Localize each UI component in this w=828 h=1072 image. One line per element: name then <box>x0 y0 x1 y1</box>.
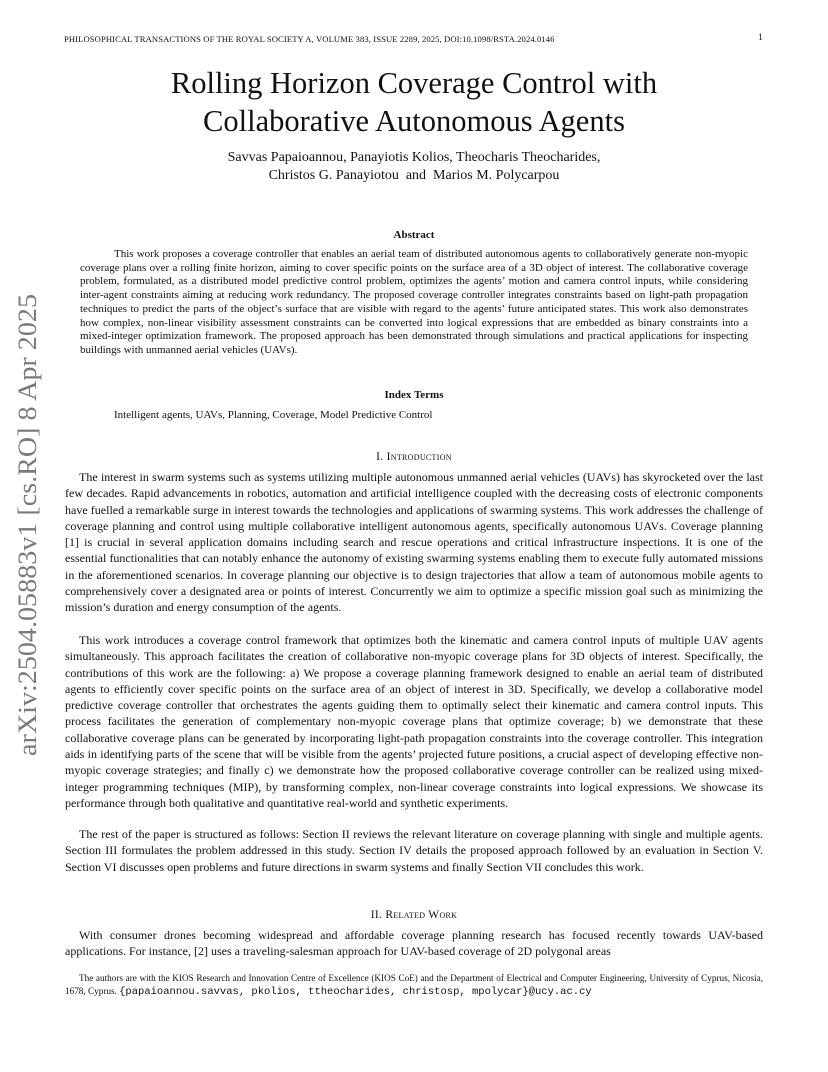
arxiv-stamp-text: arXiv:2504.05883v1 [cs.RO] 8 Apr 2025 <box>13 328 42 756</box>
running-head: PHILOSOPHICAL TRANSACTIONS OF THE ROYAL SOCIETY A, VOLUME 383, ISSUE 2289, 2025, DOI:10.1098/RSTA.2024.0146 <box>64 34 555 44</box>
body-paragraph: With consumer drones becoming widespread and affordable coverage planning research has focused recently towards UAV-based applications. For instance, [2] uses a traveling-salesman approach for UAV-based coverage of 2D polygonal areas <box>65 928 763 959</box>
abstract-text: This work proposes a coverage controller that enables an aerial team of distributed autonomous agents to collaboratively generate non-myopic coverage plans over a rolling finite horizon, aiming to cover specific points on the surface area of a 3D object of interest. The collaborative coverage problem, formulated, as a distributed model predictive control problem, optimizes the agents’ motion and camera control inputs, while considering inter-agent constraints aiming at reducing work redundancy. The proposed coverage controller integrates constraints based on light-path propagation techniques to predict the parts of the object’s surface that are visible with regard to the agents’ future anticipated states. This work also demonstrates how complex, non-linear visibility assessment constraints can be converted into logical expressions that are embedded as binary constraints into a mixed-integer optimization framework. The proposed approach has been demonstrated through simulations and practical applications for inspecting buildings with unmanned aerial vehicles (UAVs). <box>80 248 748 356</box>
authors-line-2: Christos G. Panayiotou and Marios M. Polycarpou <box>268 168 560 183</box>
section-heading-related-work <box>0 909 828 921</box>
arxiv-stamp <box>2 290 46 760</box>
body-paragraph: This work introduces a coverage control framework that optimizes both the kinematic and camera control inputs of multiple UAV agents simultaneously. This approach facilitates the creation of collaborative non-myopic coverage plans for 3D objects of interest. Specifically, the contributions of this work are the following: a) We propose a coverage planning framework designed to enable an aerial team of distributed agents to efficiently cover specific points on the surface area of an object of interest in 3D. Specifically, we develop a collaborative model predictive coverage controller that orchestrates the agents guiding them to optimally select their kinematic and camera control inputs. This process facilitates the generation of complementary non-myopic coverage plans that optimize coverage; b) we demonstrate that these collaborative coverage plans can be generated by incorporating light-path propagation constraints into the coverage controller. This integration aids in identifying parts of the scene that will be visible from the agents’ projected future positions, a crucial aspect of developing effective non-myopic coverage strategies; and finally c) we demonstrate how the proposed collaborative coverage controller can be realized using mixed-integer programming techniques (MIP), by transforming complex, non-linear coverage constraints into logical expressions. We showcase its performance through both qualitative and quantitative real-world and synthetic experiments. <box>65 633 763 810</box>
section-heading-introduction <box>0 451 828 463</box>
title-line-2: Collaborative Autonomous Agents <box>203 104 625 138</box>
page-number: 1 <box>758 33 763 43</box>
author-affiliation-footnote <box>65 972 763 998</box>
section-title: Related Work <box>385 909 458 921</box>
section-title: Introduction <box>386 451 452 463</box>
index-terms-heading: Index Terms <box>384 389 444 401</box>
abstract-heading: Abstract <box>393 229 435 241</box>
body-paragraph: The rest of the paper is structured as follows: Section II reviews the relevant literature on coverage planning with single and multiple agents. Section III formulates the problem addressed in this study. Section IV details the proposed approach followed by an evaluation in Section V. Section VI discusses open problems and future directions in swarm systems and finally Section VII concludes this work. <box>65 827 763 874</box>
body-paragraph: The interest in swarm systems such as systems utilizing multiple autonomous unmanned aerial vehicles (UAVs) has skyrocketed over the last few decades. Rapid advancements in robotics, automation and artificial intelligence coupled with the decreasing costs of electronic components have fuelled a remarkable surge in interest towards the technologies and applications of swarming systems. This work addresses the challenge of coverage planning and control using multiple collaborative intelligent autonomous agents, specifically autonomous UAVs. Coverage planning [1] is crucial in several application domains including search and rescue operations and critical infrastructure inspections. It is one of the essential functionalities that can notably enhance the autonomy of existing swarming systems enabling them to execute fully automated missions in the aforementioned scenarios. In coverage planning our objective is to design trajectories that allow a team of autonomous mobile agents to comprehensively cover a designated area or points of interest. Concurrently we aim to optimize a specific mission goal such as minimizing the mission’s duration and energy consumption of the agents. <box>65 470 763 615</box>
footnote-emails: {papaioannou.savvas, pkolios, ttheocharides, christosp, mpolycar}@ucy.ac.cy <box>119 985 592 998</box>
section-number: II. <box>370 909 383 921</box>
footnote-text: The authors are with the KIOS Research and Innovation Centre of Excellence (KIOS CoE) and the Department of Electrical and Computer Engineering, University of Cyprus, Nicosia, 1678, Cyprus. <box>65 973 763 996</box>
section-number: I. <box>376 451 384 463</box>
paper-title <box>110 64 718 140</box>
title-line-1: Rolling Horizon Coverage Control with <box>170 66 658 100</box>
authors-line-1: Savvas Papaioannou, Panayiotis Kolios, Theocharis Theocharides, <box>227 150 601 165</box>
index-terms-text: Intelligent agents, UAVs, Planning, Coverage, Model Predictive Control <box>114 409 433 421</box>
author-list <box>140 149 688 185</box>
